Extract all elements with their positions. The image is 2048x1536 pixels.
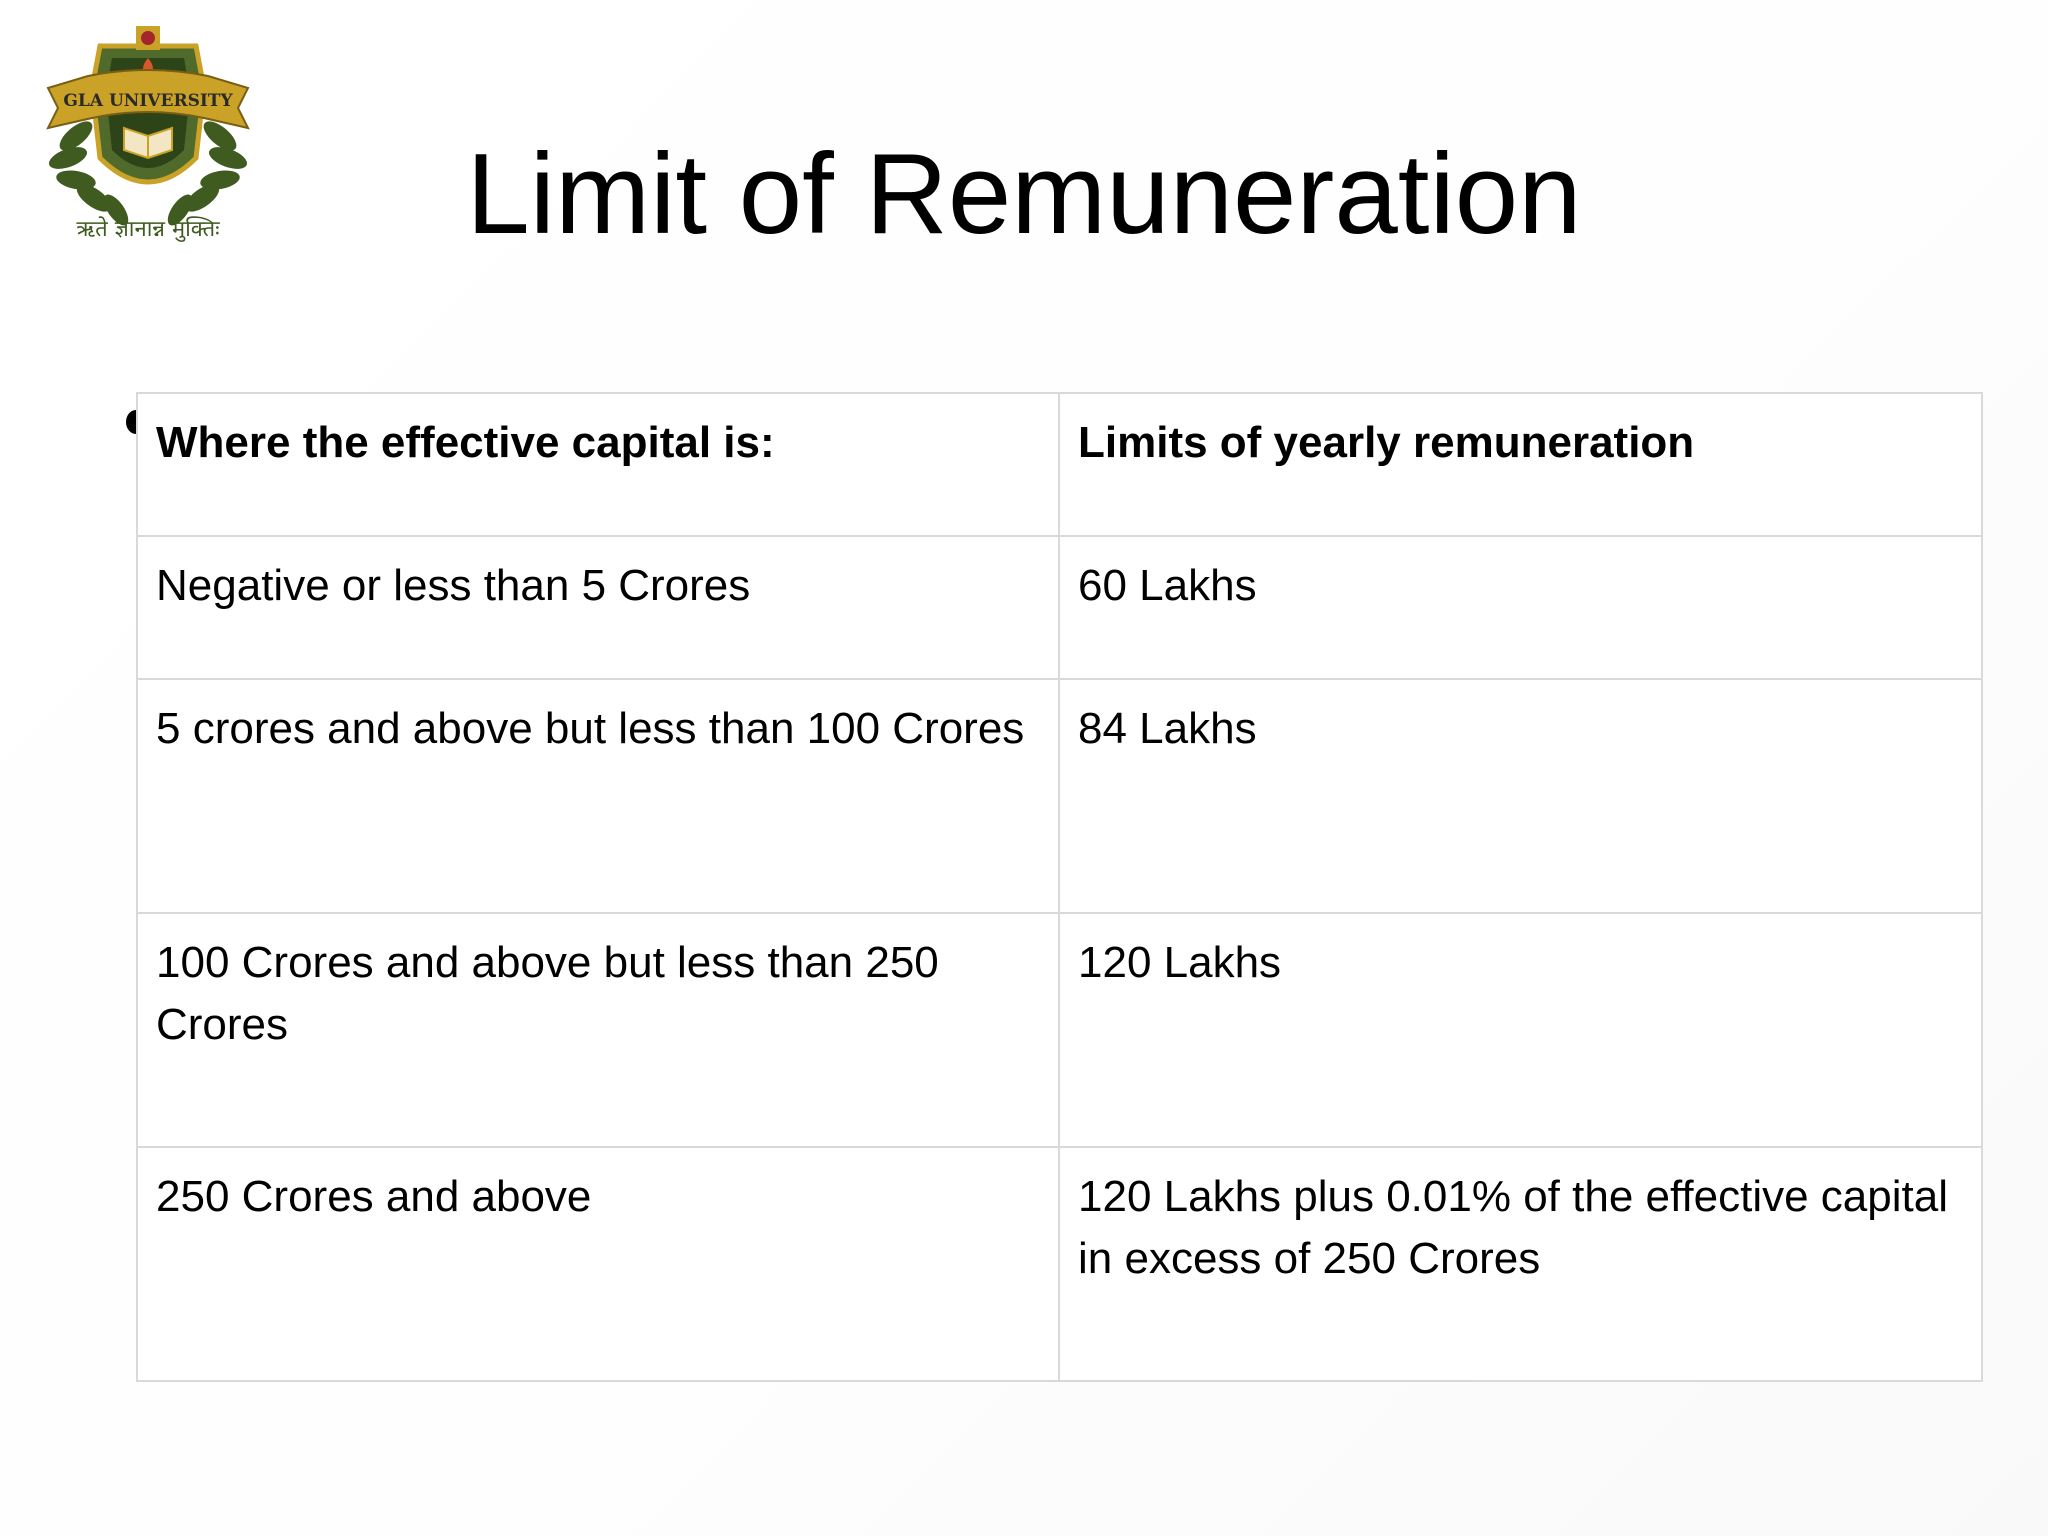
table-cell: 5 crores and above but less than 100 Crores (137, 679, 1059, 913)
remuneration-table (136, 392, 1983, 1382)
table-header-row (137, 393, 1982, 536)
table-cell: 60 Lakhs (1059, 536, 1982, 679)
table-cell: 120 Lakhs (1059, 913, 1982, 1147)
table-header-cell: Where the effective capital is: (137, 393, 1059, 536)
table-row (137, 913, 1982, 1147)
table-cell: 250 Crores and above (137, 1147, 1059, 1381)
table-row (137, 679, 1982, 913)
table-cell: 100 Crores and above but less than 250 Crores (137, 913, 1059, 1147)
table-header-cell: Limits of yearly remuneration (1059, 393, 1982, 536)
page-title: Limit of Remuneration (466, 131, 1582, 258)
table-cell: Negative or less than 5 Crores (137, 536, 1059, 679)
svg-text:GLA UNIVERSITY: GLA UNIVERSITY (63, 91, 233, 111)
table-cell: 84 Lakhs (1059, 679, 1982, 913)
svg-text:ऋते ज्ञानान्न मुक्तिः: ऋते ज्ञानान्न मुक्तिः (76, 217, 220, 242)
table-cell: 120 Lakhs plus 0.01% of the effective capital in excess of 250 Crores (1059, 1147, 1982, 1381)
table-row (137, 536, 1982, 679)
table-row (137, 1147, 1982, 1381)
